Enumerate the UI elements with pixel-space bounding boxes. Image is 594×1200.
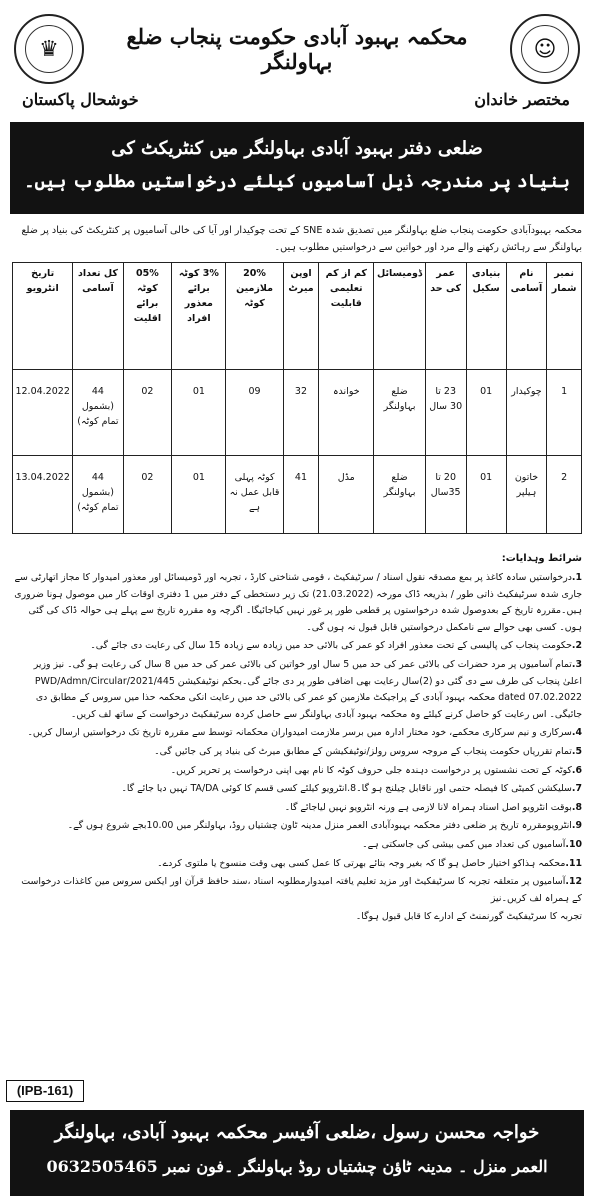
col-total-posts: کل تعداد آسامی	[73, 263, 123, 370]
cell-minority-quota: 02	[123, 370, 172, 456]
condition-text: سرکاری و نیم سرکاری محکمے، خود مختار ادارہ میں برسر ملازمت امیدواران محکمانہ توسط سے مقررہ تاریخ تک درخواستیں ارسال کریں۔	[27, 727, 572, 739]
cell-disabled-quota: 01	[172, 456, 226, 534]
cell-post-name: چوکیدار	[506, 370, 546, 456]
cell-employee-quota: 09	[226, 370, 283, 456]
cell-age-limit: 20 تا 35سال	[425, 456, 466, 534]
condition-number: 8.	[571, 801, 582, 813]
condition-number: 9.	[571, 820, 582, 832]
cell-minority-quota: 02	[123, 456, 172, 534]
col-disabled-quota: 3% کوٹہ برائے معذور افراد	[172, 263, 226, 370]
condition-item	[12, 570, 582, 636]
conditions-list	[12, 570, 582, 928]
condition-text: آسامیوں پر متعلقہ تجربہ کا سرٹیفکیٹ اور مزید تعلیم یافتہ امیدوارمطلوبہ اسناد ،سند حافظ قرآن اور ایکس سروس مین کاغذات درخواست کے ہمراہ لف کریں۔نیز	[21, 876, 582, 904]
condition-text: سلیکشن کمیٹی کا فیصلہ حتمی اور ناقابل چیلنج ہو گا۔8.انٹرویو کیلئے کسی قسم کا کوئی TA/DA نہیں دیا جائے گا۔	[121, 783, 572, 795]
table-row	[13, 370, 582, 456]
condition-text: درخواستیں سادہ کاغذ پر بمع مصدقہ نقول اسناد / سرٹیفکیٹ ، قومی شناختی کارڈ ، تجربہ اور ڈومیسائل اور معذور امیدوار کا مجاز اتھارٹی سے جاری شدہ سرٹیفکیٹ ذاتی طور / بذریعہ ڈاک مورخہ (21.03.2022) تک زیر دستخطی کے دفتر میں 1 دفتری اوقات کار میں موصول ہونا ضروری ہیں۔مقررہ تاریخ کے بعدوصول شدہ درخواستوں پر قطعی طور پر غور نہیں کیاجائیگا۔ اگرچہ وہ مقررہ تاریخ سے پہلے ہی حوالہ ڈاک کی گئی ہوں۔ کسی بھی حوالے سے نامکمل درخواستیں قابل قبول نہ ہوں گی۔	[14, 572, 582, 633]
condition-number: 11.	[565, 857, 582, 869]
condition-text: تجربہ کا سرٹیفکیٹ گورنمنٹ کے ادارے کا قابل قبول ہوگا۔	[355, 911, 582, 923]
condition-item	[12, 856, 582, 873]
cell-qualification: خواندہ	[319, 370, 374, 456]
officer-name: خواجہ محسن رسول ،ضلعی آفیسر محکمہ بہبود آبادی، بہاولنگر	[54, 1122, 540, 1143]
condition-text: انٹرویومقررہ تاریخ پر ضلعی دفتر محکمہ بہبودآبادی العمر منزل مدینہ ٹاون چشتیاں روڈ، بہاولنگر میں 10.00بجے شروع ہوں گے۔	[67, 820, 572, 832]
condition-text: کوٹہ کے تحت نشستوں پر درخواست دہندہ جلی حروف کوٹہ کا نام بھی اپنی درخواست پر تحریر کریں۔	[170, 764, 572, 776]
condition-number: 12.	[565, 876, 582, 888]
condition-number: 6.	[571, 764, 582, 776]
punjab-government-logo	[14, 14, 84, 84]
col-domicile: ڈومیسائل	[374, 263, 426, 370]
col-employee-quota: 20% ملازمین کوٹہ	[226, 263, 283, 370]
col-qualification: کم از کم تعلیمی قابلیت	[319, 263, 374, 370]
headline-banner	[10, 122, 584, 214]
condition-item	[12, 744, 582, 761]
crest-icon: ♛	[25, 25, 73, 73]
condition-item	[12, 638, 582, 655]
vacancy-table	[12, 262, 582, 534]
cell-interview-date: 12.04.2022	[13, 370, 73, 456]
condition-item	[12, 818, 582, 835]
cell-disabled-quota: 01	[172, 370, 226, 456]
col-serial: نمبر شمار	[547, 263, 582, 370]
cell-employee-quota: کوٹہ پہلی قابل عمل نہ ہے	[226, 456, 283, 534]
cell-post-name: خاتون ہیلپر	[506, 456, 546, 534]
condition-item	[12, 800, 582, 817]
cell-serial: 2	[547, 456, 582, 534]
condition-text: تمام تقرریاں حکومت پنجاب کے مروجہ سروس رولز/نوٹیفکیشن کے مطابق میرٹ کی بنیاد پر کی جائیں گی۔	[154, 745, 572, 757]
condition-item	[12, 837, 582, 854]
population-welfare-logo	[510, 14, 580, 84]
conditions-heading: شرائط وہدایات:	[501, 553, 582, 564]
col-open-merit: اوپن میرٹ	[283, 263, 319, 370]
cell-open-merit: 41	[283, 456, 319, 534]
table-row	[13, 456, 582, 534]
condition-text: محکمہ ہذاکو اختیار حاصل ہو گا کہ بغیر وجہ بتائے بھرتی کا عمل کسی بھی وقت منسوخ یا ملتوی کردے۔	[157, 857, 566, 869]
cell-total-posts: 44 (بشمول تمام کوٹہ)	[73, 456, 123, 534]
condition-item	[12, 909, 582, 926]
condition-number: 5.	[571, 745, 582, 757]
col-minority-quota: 05% کوٹہ برائے اقلیت	[123, 263, 172, 370]
condition-text: حکومت پنجاب کی پالیسی کے تحت معذور افراد کو عمر کی بالائی حد میں زیادہ سے زیادہ 15 سال کی رعایت دی جائے گی۔	[90, 640, 572, 652]
condition-text: بوقت انٹرویو اصل اسناد ہمراہ لانا لازمی ہے ورنہ انٹرویو نہیں لیاجائے گا۔	[284, 801, 572, 813]
col-basic-scale: بنیادی سکیل	[466, 263, 506, 370]
condition-number: 10.	[565, 838, 582, 850]
col-post-name: نام آسامی	[506, 263, 546, 370]
slogan-right: مختصر خاندان	[474, 90, 570, 109]
office-address: العمر منزل ۔ مدینہ ٹاؤن چشتیاں روڈ بہاولنگر ۔فون نمبر 0632505465	[46, 1157, 548, 1176]
col-interview-date: تاریخ انٹرویو	[13, 263, 73, 370]
cell-domicile: ضلع بہاولنگر	[374, 370, 426, 456]
condition-item	[12, 725, 582, 742]
family-icon: ☺	[521, 25, 569, 73]
headline-line-2: بنیاد پر مندرجہ ذیل آسامیوں کیلئے درخواستیں مطلوب ہیں۔	[24, 171, 570, 192]
cell-open-merit: 32	[283, 370, 319, 456]
condition-text: تمام آسامیوں پر مرد حضرات کی بالائی عمر کی حد میں 5 سال اور خواتین کی بالائی عمر کی حد میں 8 سال کی رعایت ہو گی۔ نیز وزیر اعلیٰ پنجاب کی طرف سے دی گئی دو (2)سال رعایت بھی اضافی طور پر دی جائے گی۔بحکم نوٹیفکیشن PWD/Admn/Circular/2021/445 dated 07.02.2022 محکمہ بہبود آبادی کے پراجیکٹ ملازمین کو عمر کی بالائی حد میں رعایت انکی محکمہ حذا میں سروس کے مطابق دی جائیگی۔ اس رعایت کو حاصل کرنے کیلئے وہ محکمہ بہبود آبادی بہاولنگر سے حاصل کردہ سرٹیفکیٹ درخواست کے ساتھ لف کریں۔	[33, 658, 582, 720]
slogan-left: خوشحال پاکستان	[22, 90, 139, 109]
ipb-code: (IPB-161)	[6, 1080, 84, 1102]
headline-line-1: ضلعی دفتر بہبود آبادی بہاولنگر میں کنٹریکٹ کی	[111, 138, 483, 159]
cell-total-posts: 44 (بشمول تمام کوٹہ)	[73, 370, 123, 456]
condition-item	[12, 781, 582, 798]
condition-text: آسامیوں کی تعداد میں کمی بیشی کی جاسکتی ہے۔	[362, 838, 566, 850]
department-title: محکمہ بہبود آبادی حکومت پنجاب ضلع بہاولنگر	[126, 24, 468, 74]
cell-basic-scale: 01	[466, 456, 506, 534]
condition-item	[12, 657, 582, 723]
condition-number: 7.	[571, 783, 582, 795]
cell-serial: 1	[547, 370, 582, 456]
condition-number: 4.	[571, 727, 582, 739]
condition-number: 3.	[571, 658, 582, 670]
intro-paragraph: محکمہ بہبودآبادی حکومت پنجاب ضلع بہاولنگر میں تصدیق شدہ SNE کے تحت چوکیدار اور آیا کی خالی آسامیوں پر کنٹریکٹ کی بنیاد پر ضلع بہاولنگر سے رہائش رکھنے والے مرد اور خواتین سے درخواستیں مطلوب ہیں۔	[21, 225, 582, 253]
cell-domicile: ضلع بہاولنگر	[374, 456, 426, 534]
cell-basic-scale: 01	[466, 370, 506, 456]
footer-banner	[10, 1110, 584, 1196]
cell-age-limit: 23 تا 30 سال	[425, 370, 466, 456]
cell-qualification: مڈل	[319, 456, 374, 534]
cell-interview-date: 13.04.2022	[13, 456, 73, 534]
table-header-row	[13, 263, 582, 370]
condition-item	[12, 763, 582, 780]
header	[8, 6, 586, 116]
condition-number: 1.	[571, 572, 582, 583]
condition-item	[12, 874, 582, 907]
condition-number: 2.	[571, 640, 582, 652]
col-age-limit: عمر کی حد	[425, 263, 466, 370]
